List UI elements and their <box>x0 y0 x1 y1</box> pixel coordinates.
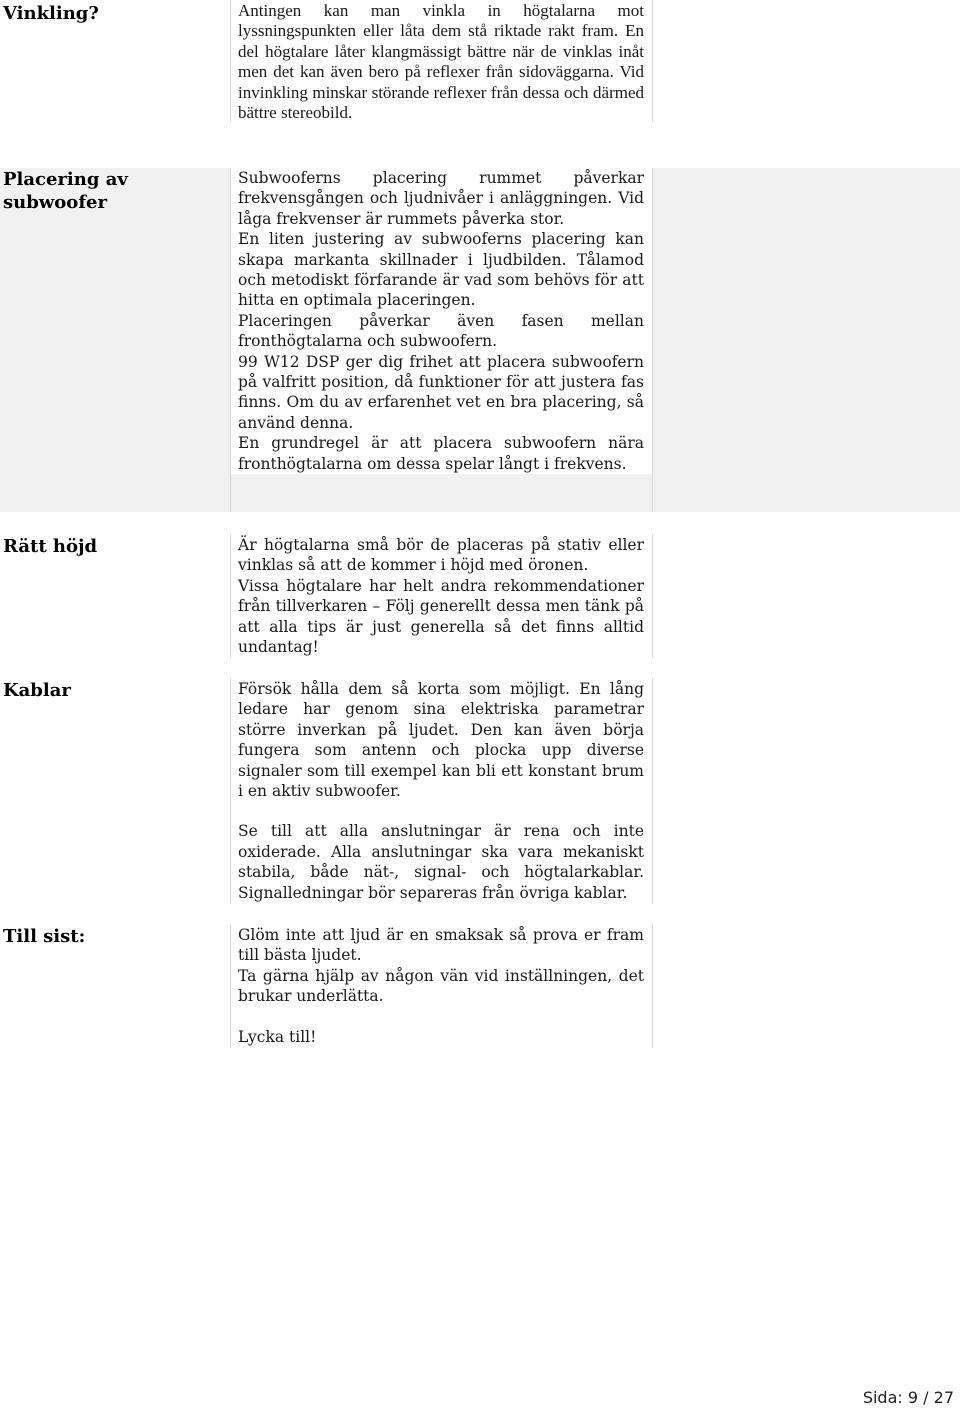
section-body <box>238 679 644 903</box>
page-label: Sida: <box>862 1388 903 1407</box>
section-heading: Till sist: <box>3 926 86 947</box>
paragraph: Försök hålla dem så korta som möjligt. En lång ledare har genom sina elektriska parametrar större inverkan på ljudet. Den kan även börja fungera som antenn och plocka upp diverse signaler som till exempel kan bli ett konstant brum i en aktiv subwoofer. <box>238 680 644 801</box>
section-placering <box>0 168 960 512</box>
column-divider <box>652 534 653 658</box>
section-heading: Placering av subwoofer <box>3 169 128 213</box>
column-divider <box>652 0 653 122</box>
page-separator: / <box>923 1388 929 1407</box>
paragraph: Antingen kan man vinkla in högtalarna mot lyssningspunkten eller låta dem stå riktade rakt fram. En del högtalare låter klangmässigt bättre när de vinklas inåt men det kan även bero på reflexer från sidoväggarna. Vid invinkling minskar störande reflexer från dessa och därmed bättre stereobild. <box>238 1 644 123</box>
column-divider <box>230 534 231 658</box>
column-divider <box>230 0 231 122</box>
section-body <box>238 925 644 1047</box>
paragraph: En liten justering av subwooferns placering kan skapa markanta skillnader i ljudbilden. Tålamod och metodiskt förfarande är vad som behövs för att hitta en optimala placeringen. <box>238 230 644 310</box>
paragraph: Lycka till! <box>238 1027 317 1046</box>
paragraph: Ta gärna hjälp av någon vän vid inställningen, det brukar underlätta. <box>238 966 644 1006</box>
paragraph: 99 W12 DSP ger dig frihet att placera subwoofern på valfritt position, då funktioner för att justera fas finns. Om du av erfarenhet vet en bra placering, så använd denna. <box>238 352 644 432</box>
page-number <box>863 1388 954 1407</box>
section-ratt-hojd <box>0 534 960 658</box>
page-current: 9 <box>907 1388 919 1407</box>
paragraph: Se till att alla anslutningar är rena och inte oxiderade. Alla anslutningar ska vara mekaniskt stabila, både nät-, signal- och högtalarkablar. Signalledningar bör separeras från övriga kablar. <box>238 822 644 902</box>
paragraph: En grundregel är att placera subwoofern nära fronthögtalarna om dessa spelar långt i frekvens. <box>238 434 644 473</box>
section-till-sist <box>0 924 960 1048</box>
section-vinkling <box>0 0 960 125</box>
column-divider <box>230 168 231 512</box>
paragraph: Placeringen påverkar även fasen mellan fronthögtalarna och subwoofern. <box>238 311 644 351</box>
paragraph: Glöm inte att ljud är en smaksak så prova er fram till bästa ljudet. <box>238 926 644 965</box>
page-total: 27 <box>933 1388 954 1407</box>
column-divider <box>652 168 653 512</box>
section-body <box>238 535 644 657</box>
paragraph: Vissa högtalare har helt andra rekommendationer från tillverkaren – Följ generellt dessa men tänk på att alla tips är just generella så det finns alltid undantag! <box>238 576 644 657</box>
column-divider <box>652 678 653 904</box>
column-divider <box>230 924 231 1048</box>
column-divider <box>652 924 653 1048</box>
section-kablar <box>0 678 960 904</box>
section-body <box>238 1 644 123</box>
section-heading: Vinkling? <box>3 3 99 24</box>
section-heading: Rätt höjd <box>3 536 98 557</box>
paragraph: Är högtalarna små bör de placeras på stativ eller vinklas så att de kommer i höjd med öronen. <box>238 536 644 575</box>
paragraph: Subwooferns placering rummet påverkar frekvensgången och ljudnivåer i anläggningen. Vid låga frekvenser är rummets påverka stor. <box>238 169 644 228</box>
column-divider <box>230 678 231 904</box>
section-body <box>238 168 644 474</box>
section-heading: Kablar <box>3 680 71 701</box>
